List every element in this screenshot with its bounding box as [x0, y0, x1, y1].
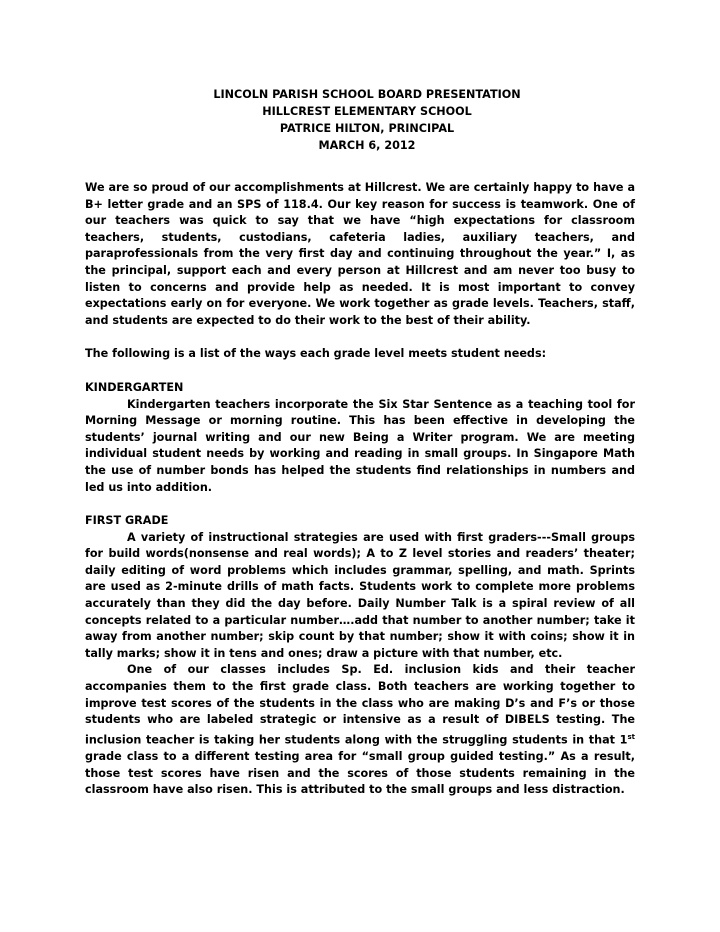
ordinal-suffix: st: [627, 732, 635, 741]
kindergarten-heading: KINDERGARTEN: [85, 380, 184, 394]
list-intro: The following is a list of the ways each grade level meets student needs:: [85, 347, 547, 361]
first-grade-paragraph-2: [85, 662, 635, 798]
first-grade-paragraph-1: A variety of instructional strategies are used with first graders---Small groups for build words(nonsense and real words); A to Z level stories and readers’ theater; daily editing of word problems which includes grammar, spelling, and math. Sprints are used as 2-minute drills of math facts. Students work to complete more problems accurately than they did the day before. Daily Number Talk is a spiral review of all concepts related to a particular number….add that number to another number; take it away from another number; skip count by that number; show it with coins; show it in tally marks; show it in tens and ones; draw a picture with that number, etc.: [85, 530, 635, 660]
document-header: [85, 86, 635, 154]
header-date: MARCH 6, 2012: [318, 139, 416, 152]
header-board-title: LINCOLN PARISH SCHOOL BOARD PRESENTATION: [213, 88, 521, 101]
header-principal: PATRICE HILTON, PRINCIPAL: [279, 122, 455, 135]
header-school-name: HILLCREST ELEMENTARY SCHOOL: [262, 105, 472, 118]
intro-paragraph: We are so proud of our accomplishments at Hillcrest. We are certainly happy to have a B+ letter grade and an SPS of 118.4. Our key reason for success is teamwork. One of our teachers was quick to say that we have “high expectations for classroom teachers, students, custodians, cafeteria ladies, auxiliary teachers, and paraprofessionals from the very first day and continuing throughout the year.” I, as the principal, support each and every person at Hillcrest and am never too busy to listen to concerns and provide help as needed. It is most important to convey expectations early on for everyone. We work together as grade levels. Teachers, staff, and students are expected to do their work to the best of their ability.: [85, 181, 635, 327]
first-grade-paragraph-2-start: One of our classes includes Sp. Ed. inclusion kids and their teacher accompanies them to the first grade class. Both teachers are working together to improve test scores of the students in the class who are making D’s and F’s or those students who are labeled strategic or intensive as a result of DIBELS testing. The inclusion teacher is taking her students along with the struggling students in that 1: [85, 663, 635, 747]
kindergarten-paragraph: Kindergarten teachers incorporate the Six Star Sentence as a teaching tool for Morning Message or morning routine. This has been effective in developing the students’ journal writing and our new Being a Writer program. We are meeting individual student needs by working and reading in small groups. In Singapore Math the use of number bonds has helped the students find relationships in numbers and led us into addition.: [85, 397, 635, 494]
first-grade-paragraph-2-end: grade class to a different testing area for “small group guided testing.” As a result, those test scores have risen and the scores of those students remaining in the classroom have also risen. This is attributed to the small groups and less distraction.: [85, 750, 635, 797]
first-grade-heading: FIRST GRADE: [85, 514, 169, 528]
